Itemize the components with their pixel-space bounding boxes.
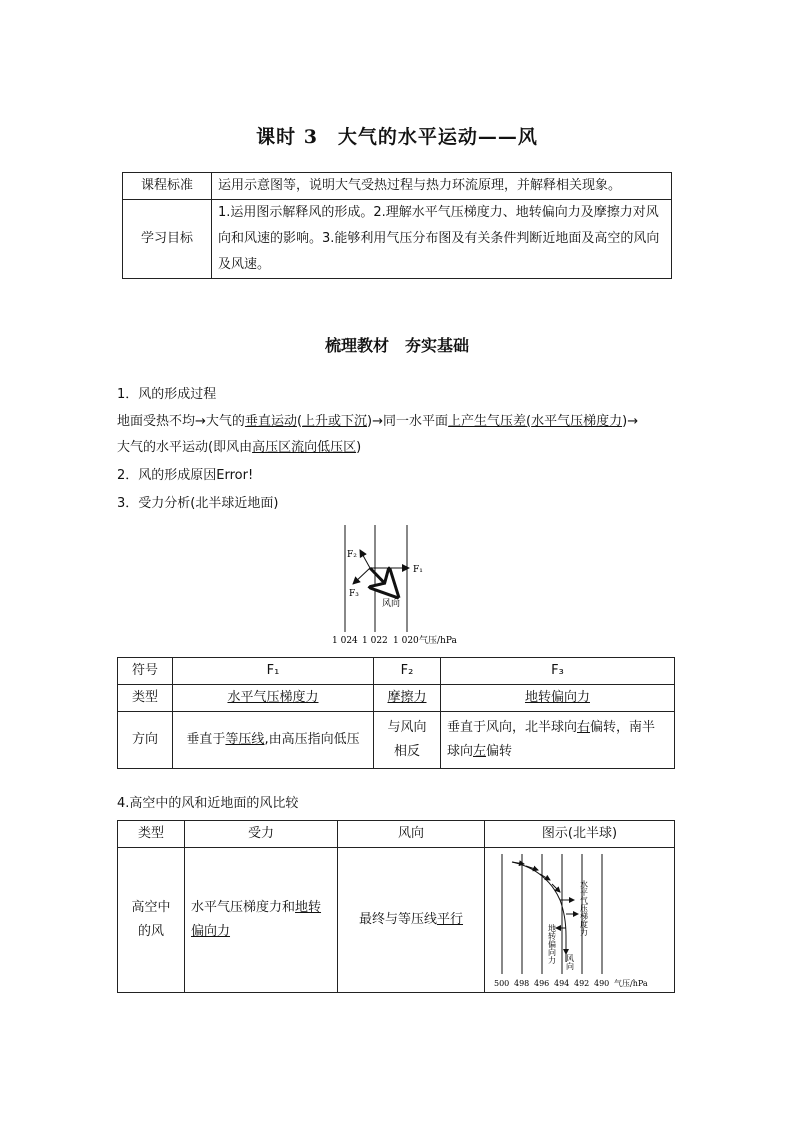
process-line-1: [117, 412, 638, 432]
row-direction: [338, 848, 485, 993]
wind-arrow: [370, 568, 395, 594]
arrow-icon: →: [627, 414, 639, 429]
standard-text: 运用示意图等，说明大气受热过程与热力环流原理，并解释相关现象。: [212, 173, 672, 200]
cell-blank: 地转偏向力: [191, 900, 322, 939]
wind-label: 风向: [382, 599, 401, 609]
process-blank: 上产生气压差(: [448, 414, 532, 429]
cell-blank: 平行: [437, 912, 464, 927]
header-force: 受力: [185, 821, 338, 848]
goal-text: 1.运用图示解释风的形成。2.理解水平气压梯度力、地转偏向力及摩擦力对风向和风速的影响。3.能够利用气压分布图及有关条件判断近地面及高空的风向及风速。: [212, 200, 672, 279]
section-4-heading: 4.高空中的风和近地面的风比较: [117, 796, 299, 811]
process-text: ): [356, 440, 362, 455]
cell-text: 垂直于: [186, 732, 226, 747]
tick-label: 500: [493, 979, 509, 988]
process-text: 同一水平面: [383, 414, 449, 429]
section-title: 梳理教材 夯实基础: [324, 336, 469, 355]
force-diagram: [325, 520, 475, 650]
unit-label: 气压/hPa: [419, 636, 457, 646]
process-text: ): [367, 414, 373, 429]
arrow-icon: →: [372, 414, 384, 429]
header-f2: F₂: [374, 658, 441, 685]
header-figure: 图示(北半球): [485, 821, 675, 848]
force-table: [117, 657, 675, 769]
compare-table: [117, 820, 675, 993]
cell-text: 偏转，南半球向: [447, 720, 656, 759]
tick-label: 498: [513, 979, 529, 988]
f1-direction: [173, 712, 374, 769]
tick-label: 496: [533, 979, 549, 988]
tick-label: 494: [553, 979, 569, 988]
row-figure: [485, 848, 675, 993]
process-text: ): [622, 414, 628, 429]
upper-wind-diagram: [490, 850, 670, 990]
coriolis-label: 地转偏向力: [547, 924, 556, 964]
cell-text: ,由高压指向低压: [264, 732, 360, 747]
arrow-icon: →: [195, 414, 206, 429]
process-blank: 水平气压梯度力: [531, 414, 623, 429]
process-blank: 高压区流向低压区: [252, 440, 357, 455]
process-text: (: [296, 414, 303, 429]
cell-blank: 等压线: [225, 732, 265, 747]
f1-label: F₁: [413, 565, 423, 575]
cell-text: 水平气压梯度力和: [191, 900, 296, 915]
process-text: 大气的: [205, 414, 245, 429]
process-text: 大气的水平运动(即风由: [117, 440, 253, 455]
wind-path: [512, 862, 566, 962]
f2-arrow: [360, 550, 370, 568]
cell-text: 最终与等压线: [358, 912, 437, 927]
page-title: 课时 3 大气的水平运动——风: [256, 126, 538, 148]
cell-blank: 左: [473, 744, 487, 759]
unit-label: 气压/hPa: [613, 979, 648, 988]
process-blank: 上升或下沉: [302, 414, 368, 429]
tick-label: 492: [573, 979, 589, 988]
tick-label: 1 022: [362, 636, 388, 646]
section-2-heading: 2．风的形成原因Error!: [117, 468, 254, 483]
row-direction-label: 方向: [118, 712, 173, 769]
f2-direction: 与风向相反: [374, 712, 441, 769]
header-f3: F₃: [441, 658, 675, 685]
f3-arrow: [353, 568, 370, 584]
f3-type-text: 地转偏向力: [524, 690, 590, 705]
f2-label: F₂: [347, 550, 357, 560]
cell-text: 偏转: [486, 744, 513, 759]
section-3-heading: 3．受力分析(北半球近地面): [117, 496, 279, 511]
tick-label: 1 020: [393, 636, 419, 646]
f2-type: [374, 685, 441, 712]
f2-type-text: 摩擦力: [387, 690, 427, 705]
row-type-label: 类型: [118, 685, 173, 712]
row-type: 高空中的风: [118, 848, 185, 993]
process-line-2: [117, 438, 361, 458]
goal-label: 学习目标: [123, 200, 212, 279]
f3-label: F₃: [349, 589, 359, 599]
tick-label: 1 024: [332, 636, 358, 646]
f1-type: [173, 685, 374, 712]
intro-table: [122, 172, 672, 279]
process-blank: 垂直运动: [244, 414, 297, 429]
f3-type: [441, 685, 675, 712]
tick-label: 490: [593, 979, 609, 988]
cell-blank: 右: [577, 720, 591, 735]
header-type: 类型: [118, 821, 185, 848]
cell-text: 垂直于风向，北半球向: [447, 720, 578, 735]
wind-label: 风向: [565, 954, 574, 970]
row-force: [185, 848, 338, 993]
header-f1: F₁: [173, 658, 374, 685]
standard-label: 课程标准: [123, 173, 212, 200]
section-1-heading: 1．风的形成过程: [117, 387, 217, 402]
f1-type-text: 水平气压梯度力: [227, 690, 319, 705]
header-symbol: 符号: [118, 658, 173, 685]
pgf-label: 水平气压梯度力: [579, 880, 588, 936]
f3-direction: [441, 712, 675, 769]
process-text: 地面受热不均: [117, 414, 196, 429]
header-direction: 风向: [338, 821, 485, 848]
